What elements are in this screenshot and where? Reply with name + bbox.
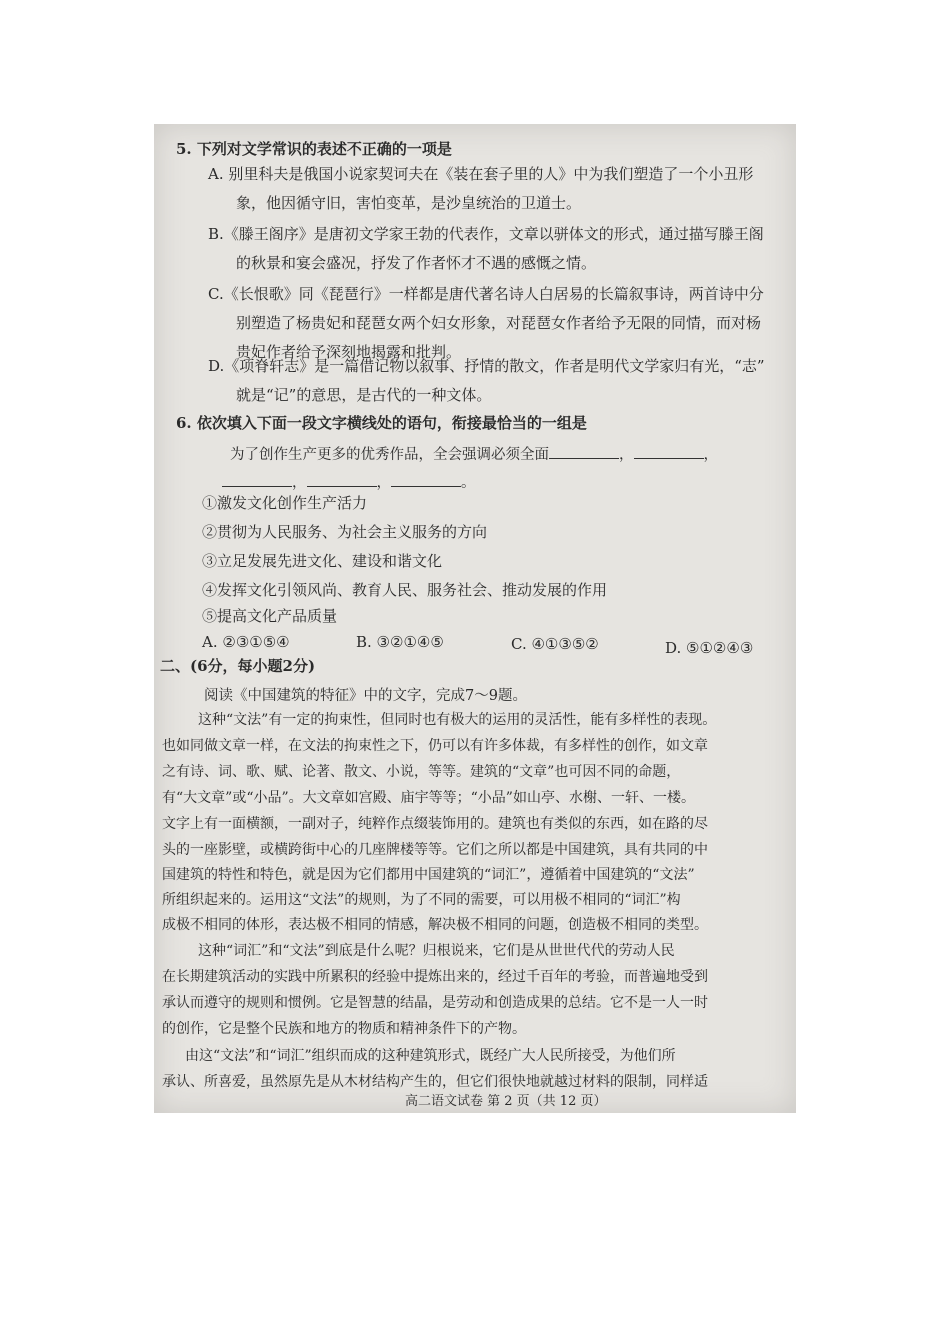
q5-option-a-line2: 象，他因循守旧，害怕变革，是沙皇统治的卫道士。	[236, 194, 582, 212]
section-2-heading: 二、(6分，每小题2分)	[160, 657, 316, 675]
passage-line-13: 的创作，它是整个民族和地方的物质和精神条件下的产物。	[162, 1021, 526, 1037]
question-6-stem: 6. 依次填入下面一段文字横线处的语句，衔接最恰当的一组是	[176, 414, 587, 432]
q6-item-2: ②贯彻为人民服务、为社会主义服务的方向	[202, 523, 488, 541]
q5-option-c-line2: 别塑造了杨贵妃和琵琶女两个妇女形象，对琵琶女作者给予无限的同情，而对杨	[236, 314, 762, 332]
q5-option-c-line3: 贵妃作者给予深刻地揭露和批判。	[236, 343, 462, 361]
passage-line-5: 文字上有一面横额，一副对子，纯粹作点缀装饰用的。建筑也有类似的东西，如在路的尽	[162, 816, 708, 832]
passage-line-6: 头的一座影壁，或横跨街中心的几座牌楼等等。它们之所以都是中国建筑，具有共同的中	[162, 842, 708, 858]
page-footer: 高二语文试卷 第 2 页（共 12 页）	[405, 1094, 607, 1109]
q6-option-d: D. ⑤①②④③	[665, 639, 754, 657]
q6-option-c: C. ④①③⑤②	[511, 635, 599, 653]
passage-line-7: 国建筑的特性和特色，就是因为它们都用中国建筑的“词汇”，遵循着中国建筑的“文法”	[162, 867, 695, 883]
blank-5	[391, 472, 461, 487]
q5-option-d-line2: 就是“记”的意思，是古代的一种文体。	[236, 386, 492, 404]
passage-line-1: 这种“文法”有一定的拘束性，但同时也有极大的运用的灵活性，能有多样性的表现。	[198, 712, 717, 728]
q6-option-b: B. ③②①④⑤	[356, 633, 444, 651]
passage-line-2: 也如同做文章一样，在文法的拘束性之下，仍可以有许多体裁，有多样性的创作，如文章	[162, 738, 708, 754]
q5-option-d-line1: D.《项脊轩志》是一篇借记物以叙事、抒情的散文，作者是明代文学家归有光，“志”	[208, 357, 765, 375]
passage-line-10: 这种“词汇”和“文法”到底是什么呢？归根说来，它们是从世世代代的劳动人民	[198, 943, 675, 959]
q6-item-5: ⑤提高文化产品质量	[202, 607, 338, 625]
q6-option-a: A. ②③①⑤④	[202, 633, 290, 651]
passage-line-3: 之有诗、词、歌、赋、论著、散文、小说，等等。建筑的“文章”也可因不同的命题，	[162, 764, 681, 780]
passage-line-14: 由这“文法”和“词汇”组织而成的这种建筑形式，既经广大人民所接受，为他们所	[185, 1048, 676, 1064]
blank-1	[549, 444, 619, 459]
q5-option-b-line1: B.《滕王阁序》是唐初文学家王勃的代表作，文章以骈体文的形式，通过描写滕王阁	[208, 225, 764, 243]
question-5-stem: 5. 下列对文学常识的表述不正确的一项是	[176, 140, 452, 158]
passage-line-9: 成极不相同的体形，表达极不相同的情感，解决极不相同的问题，创造极不相同的类型。	[162, 917, 708, 933]
section-2-intro: 阅读《中国建筑的特征》中的文字，完成7～9题。	[204, 688, 527, 704]
q5-option-a-line1: A. 别里科夫是俄国小说家契诃夫在《装在套子里的人》中为我们塑造了一个小丑形	[208, 165, 754, 183]
passage-line-12: 承认而遵守的规则和惯例。它是智慧的结晶，是劳动和创造成果的总结。它不是一人一时	[162, 995, 708, 1011]
q6-item-1: ①激发文化创作生产活力	[202, 494, 368, 512]
q5-option-c-line1: C.《长恨歌》同《琵琶行》一样都是唐代著名诗人白居易的长篇叙事诗，两首诗中分	[208, 285, 764, 303]
q6-sentence: 为了创作生产更多的优秀作品，全会强调必须全面 ， ，	[230, 443, 718, 464]
q5-option-b-line2: 的秋景和宴会盛况，抒发了作者怀才不遇的感慨之情。	[236, 254, 597, 272]
blank-3	[222, 472, 292, 487]
q6-item-4: ④发挥文化引领风尚、教育人民、服务社会、推动发展的作用	[202, 581, 608, 599]
passage-line-4: 有“大文章”或“小品”。大文章如宫殿、庙宇等等；“小品”如山亭、水榭、一轩、一楼。	[162, 790, 695, 806]
passage-line-8: 所组织起来的。运用这“文法”的规则，为了不同的需要，可以用极不相同的“词汇”构	[162, 892, 681, 908]
blank-2	[634, 444, 704, 459]
blank-4	[307, 472, 377, 487]
passage-line-11: 在长期建筑活动的实践中所累积的经验中提炼出来的，经过千百年的考验，而普遍地受到	[162, 969, 708, 985]
q6-item-3: ③立足发展先进文化、建设和谐文化	[202, 552, 443, 570]
q6-sentence-continued: ， ， 。	[222, 471, 476, 492]
passage-line-15: 承认、所喜爱，虽然原先是从木材结构产生的，但它们很快地就越过材料的限制，同样适	[162, 1074, 708, 1090]
